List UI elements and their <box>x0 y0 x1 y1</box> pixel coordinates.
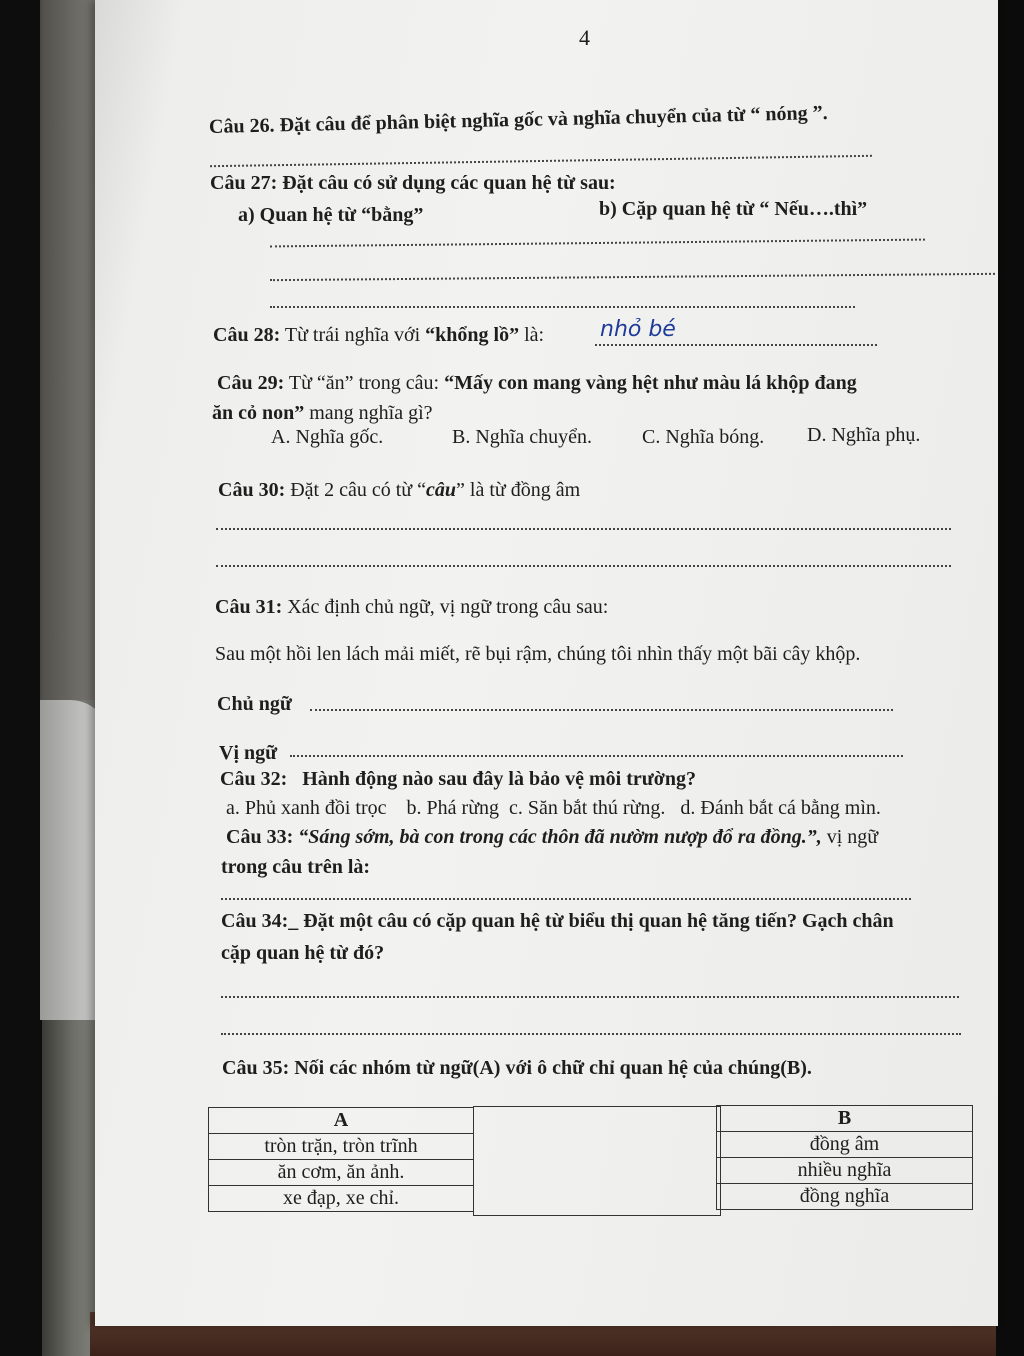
q34-answer-line-2[interactable] <box>221 1033 961 1035</box>
column-a-item[interactable]: ăn cơm, ăn ảnh. <box>209 1160 474 1186</box>
column-b-item[interactable]: đồng âm <box>717 1132 973 1158</box>
q28-handwritten-answer: nhỏ bé <box>600 317 676 342</box>
q31-label: Câu 31: <box>215 596 283 618</box>
q30-text: Đặt 2 câu có từ “ <box>285 479 427 501</box>
q33-label: Câu 33: <box>226 826 294 848</box>
question-27 <box>210 172 616 194</box>
column-a-header: A <box>209 1108 474 1134</box>
q29-text-2: mang nghĩa gì? <box>304 402 433 424</box>
q26-answer-line[interactable] <box>210 155 872 167</box>
q31-text: Xác định chủ ngữ, vị ngữ trong câu sau: <box>282 596 609 618</box>
q28-text: Từ trái nghĩa với <box>284 324 426 346</box>
q35-label: Câu 35: <box>222 1057 290 1079</box>
q28-answer-line[interactable] <box>595 344 877 346</box>
q31-predicate-line[interactable] <box>290 755 903 757</box>
q33-answer-line[interactable] <box>221 898 911 900</box>
q29-text-1: Từ “ăn” trong câu: <box>288 372 445 394</box>
q28-label: Câu 28: <box>213 324 281 346</box>
q27-answer-line-1[interactable] <box>270 239 925 248</box>
q31-subject-label: Chủ ngữ <box>217 693 292 715</box>
q30-label: Câu 30: <box>218 479 286 501</box>
table-column-a <box>208 1107 474 1212</box>
q34-text: _ Đặt một câu có cặp quan hệ từ biểu thị quan hệ tăng tiến? Gạch chân <box>288 910 894 932</box>
worksheet-page <box>95 0 998 1326</box>
q33-text: vị ngữ <box>821 826 879 848</box>
column-b-item[interactable]: đồng nghĩa <box>717 1184 973 1210</box>
q32-label: Câu 32: <box>220 768 288 790</box>
column-a-item[interactable]: tròn trặn, tròn trĩnh <box>209 1134 474 1160</box>
q32-text: Hành động nào sau đây là bảo vệ môi trường? <box>302 768 696 790</box>
q31-sentence: Sau một hồi len lách mải miết, rẽ bụi rậm, chúng tôi nhìn thấy một bãi cây khộp. <box>215 643 861 665</box>
column-b-item[interactable]: nhiều nghĩa <box>717 1158 973 1184</box>
q29-quote-1: “Mấy con mang vàng hệt như màu lá khộp đang <box>444 372 857 394</box>
q33-quote: “Sáng sớm, bà con trong các thôn đã nườm nượp đổ ra đồng.”, <box>298 826 822 848</box>
table-column-b <box>716 1105 973 1210</box>
q31-predicate-label: Vị ngữ <box>219 742 278 764</box>
q30-answer-line-1[interactable] <box>216 528 951 530</box>
q34-label: Câu 34: <box>221 910 289 932</box>
q30-word: câu <box>426 479 457 501</box>
q32-options: a. Phủ xanh đồi trọc b. Phá rừng c. Săn bắt thú rừng. d. Đánh bắt cá bằng mìn. <box>226 797 881 819</box>
question-33 <box>226 826 878 848</box>
q27-text: Đặt câu có sử dụng các quan hệ từ sau: <box>282 172 616 194</box>
q29-option-a: A. Nghĩa gốc. <box>271 426 384 448</box>
question-31 <box>215 596 608 618</box>
q31-subject-line[interactable] <box>310 709 893 711</box>
q29-option-d: D. Nghĩa phụ. <box>807 424 921 446</box>
q30-text-after: ” là từ đồng âm <box>456 479 581 501</box>
q34-answer-line-1[interactable] <box>221 996 959 998</box>
q27-label: Câu 27: <box>210 172 278 194</box>
q35-text: Nối các nhóm từ ngữ(A) với ô chữ chỉ quan hệ của chúng(B). <box>294 1057 812 1079</box>
q29-option-c: C. Nghĩa bóng. <box>642 426 765 448</box>
q26-label: Câu 26. <box>208 114 275 138</box>
q27-option-b: b) Cặp quan hệ từ “ Nếu….thì” <box>599 198 868 220</box>
q27-option-a: a) Quan hệ từ “bằng” <box>238 204 424 226</box>
question-32 <box>220 768 696 790</box>
question-34 <box>221 910 894 932</box>
q27-answer-line-3[interactable] <box>270 306 855 308</box>
q28-word: “khổng lồ” <box>425 324 520 346</box>
column-b-header: B <box>717 1106 973 1132</box>
question-30 <box>218 479 580 501</box>
q29-label: Câu 29: <box>217 372 285 394</box>
q29-line-2 <box>212 402 433 424</box>
q26-text: Đặt câu để phân biệt nghĩa gốc và nghĩa chuyển của từ “ nóng ”. <box>279 101 828 137</box>
column-a-item[interactable]: xe đạp, xe chỉ. <box>209 1186 474 1212</box>
page-number: 4 <box>579 25 590 50</box>
q34-line-2: cặp quan hệ từ đó? <box>221 942 385 964</box>
question-26 <box>209 102 828 138</box>
q33-line-2: trong câu trên là: <box>221 856 371 878</box>
q30-answer-line-2[interactable] <box>216 565 951 567</box>
right-dark-edge <box>996 0 1024 1356</box>
question-35 <box>222 1057 812 1079</box>
q28-text-after: là: <box>519 324 545 346</box>
question-29 <box>217 372 857 394</box>
q29-quote-2: ăn cỏ non” <box>212 402 305 424</box>
connection-area[interactable] <box>473 1106 721 1216</box>
question-28 <box>213 324 544 346</box>
q27-answer-line-2[interactable] <box>270 273 995 281</box>
q29-option-b: B. Nghĩa chuyển. <box>452 426 592 448</box>
